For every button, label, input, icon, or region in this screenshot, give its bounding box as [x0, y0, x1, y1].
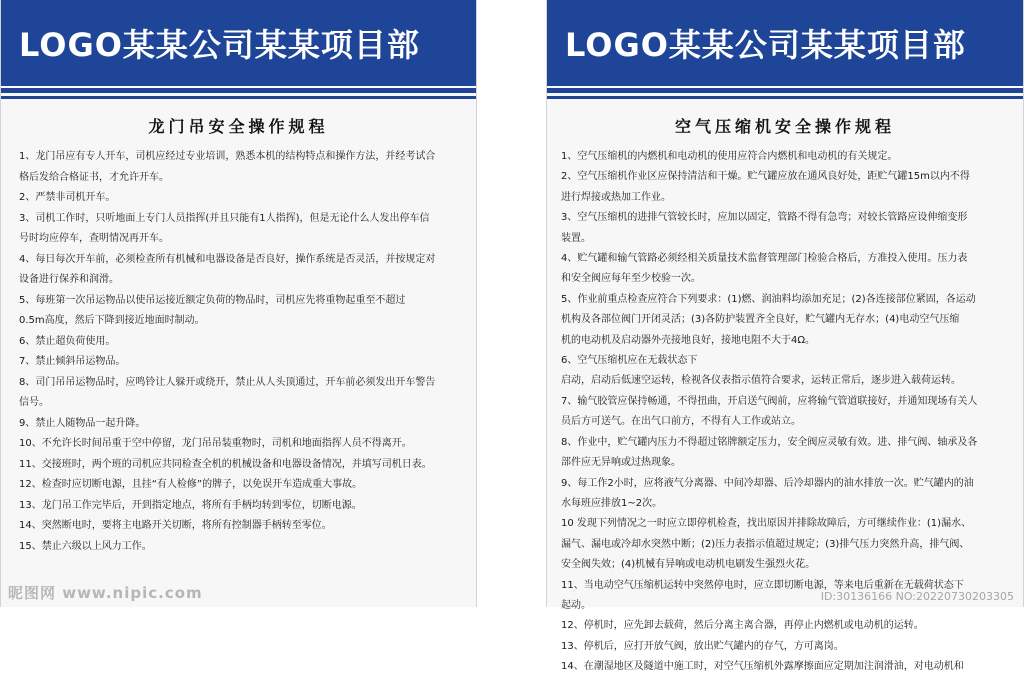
rule-item: 2、严禁非司机开车。 — [19, 192, 116, 203]
rule-item: 5、每班第一次吊运物品以使吊运接近额定负荷的物品时，司机应先将重物起重至不超过 0.5m高度，然后下降到接近地面时制动。 — [19, 294, 406, 326]
rule-item: 6、空气压缩机应在无载状态下 启动，启动后低速空运转，检视各仪表指示值符合要求，运转正常后，逐步进入载荷运转。 — [561, 355, 961, 387]
rule-item: 5、作业前重点检查应符合下列要求：(1)燃、润油料均添加充足；(2)各连接部位紧固，各运动 机构及各部位阀门开闭灵活；(3)各防护装置齐全良好，贮气罐内无存水；(4)电动空气压缩 机的电动机及启动器外壳接地良好，接地电阻不大于4Ω。 — [561, 293, 976, 346]
rule-item: 6、禁止超负荷使用。 — [19, 335, 116, 347]
rule-item: 13、停机后，应打开放气阀，放出贮气罐内的存气，方可离岗。 — [561, 640, 844, 652]
rule-item: 3、空气压缩机的进排气管较长时，应加以固定，管路不得有急弯；对较长管路应设伸缩变形 装置。 — [561, 212, 968, 244]
regulation-title: 空气压缩机安全操作规程 — [674, 117, 895, 136]
rule-item: 13、龙门吊工作完毕后，开到指定地点，将所有手柄均转到零位，切断电源。 — [19, 499, 362, 511]
rule-item: 4、每日每次开车前，必须检查所有机械和电器设备是否良好，操作系统是否灵活，并按规定对 设备进行保养和润滑。 — [19, 253, 436, 285]
rule-item: 8、作业中，贮气罐内压力不得超过铭牌额定压力，安全阀应灵敏有效。进、排气阀、轴承及各 部件应无异响或过热现象。 — [561, 436, 978, 469]
rule-item: 12、停机时，应先卸去载荷，然后分离主离合器，再停止内燃机或电动机的运转。 — [561, 620, 924, 632]
site-watermark: 昵图网 www.nipic.com — [8, 584, 203, 602]
rule-item: 11、交接班时，两个班的司机应共同检查全机的机械设备和电器设备情况，并填写司机日表。 — [19, 458, 432, 470]
rule-item: 14、突然断电时，要将主电路开关切断，将所有控制器手柄转至零位。 — [19, 520, 332, 531]
rule-item: 11、当电动空气压缩机运转中突然停电时，应立即切断电源，等来电后重新在无载荷状态下 起动。 — [561, 579, 964, 611]
left-sign-board — [0, 0, 477, 607]
rule-item: 10、不允许长时间吊重于空中停留，龙门吊吊装重物时，司机和地面指挥人员不得离开。 — [19, 438, 412, 449]
rule-item: 10 发现下列情况之一时应立即停机检查，找出原因并排除故障后，方可继续作业：(1)漏水、 漏气、漏电或冷却水突然中断；(2)压力表指示值超过规定；(3)排气压力突然升高，排气阀、 安全阀失效；(4)机械有异响或电动机电刷发生强烈火花。 — [561, 518, 972, 571]
company-header: LOGO某某公司某某项目部 — [547, 0, 1023, 88]
regulation-title: 龙门吊安全操作规程 — [148, 117, 329, 136]
header-stripes — [1, 88, 476, 102]
rule-item: 9、禁止人随物品一起升降。 — [19, 417, 146, 429]
company-header: LOGO某某公司某某项目部 — [1, 0, 476, 88]
rule-item: 7、禁止倾斜吊运物品。 — [19, 356, 126, 367]
rule-item: 15、禁止六级以上风力工作。 — [19, 540, 152, 552]
rule-item: 14、在潮湿地区及隧道中施工时，对空气压缩机外露摩擦面应定期加注润滑油，对电动机和 — [561, 661, 964, 673]
rule-item: 1、空气压缩机的内燃机和电动机的使用应符合内燃机和电动机的有关规定。 — [561, 151, 898, 162]
rule-item: 4、贮气罐和输气管路必须经相关质量技术监督管理部门检验合格后，方准投入使用。压力表 和安全阀应每年至少校验一次。 — [561, 253, 968, 285]
rule-item: 1、龙门吊应有专人开车，司机应经过专业培训，熟悉本机的结构特点和操作方法，并经考试合 格后发给合格证书，才允许开车。 — [19, 151, 436, 183]
rule-item: 2、空气压缩机作业区应保持清洁和干燥。贮气罐应放在通风良好处，距贮气罐15m以内不得 进行焊接或热加工作业。 — [561, 171, 970, 203]
header-stripes — [547, 88, 1023, 102]
right-sign-board — [546, 0, 1024, 673]
rules-list — [1, 147, 476, 557]
rule-item: 3、司机工作时，只听地面上专门人员指挥(并且只能有1人指挥)，但是无论什么人发出停车信 号时均应停车，查明情况再开车。 — [19, 212, 430, 244]
rule-item: 7、输气胶管应保持畅通，不得扭曲，开启送气阀前，应将输气管道联接好，并通知现场有关人 员后方可送气。在出气口前方，不得有人工作或站立。 — [561, 395, 978, 428]
rule-item: 12、检查时应切断电源，且挂“有人检修”的牌子，以免误开车造成重大事故。 — [19, 479, 363, 490]
rule-item: 8、司门吊吊运物品时，应鸣铃让人躲开或绕开，禁止从人头顶通过，开车前必须发出开车警告 信号。 — [19, 376, 436, 408]
image-id-watermark: ID:30136166 NO:20220730203305 — [820, 590, 1014, 603]
rule-item: 9、每工作2小时，应将液气分离器、中间冷却器、后冷却器内的油水排放一次。贮气罐内的油 水每班应排放1~2次。 — [561, 477, 974, 509]
